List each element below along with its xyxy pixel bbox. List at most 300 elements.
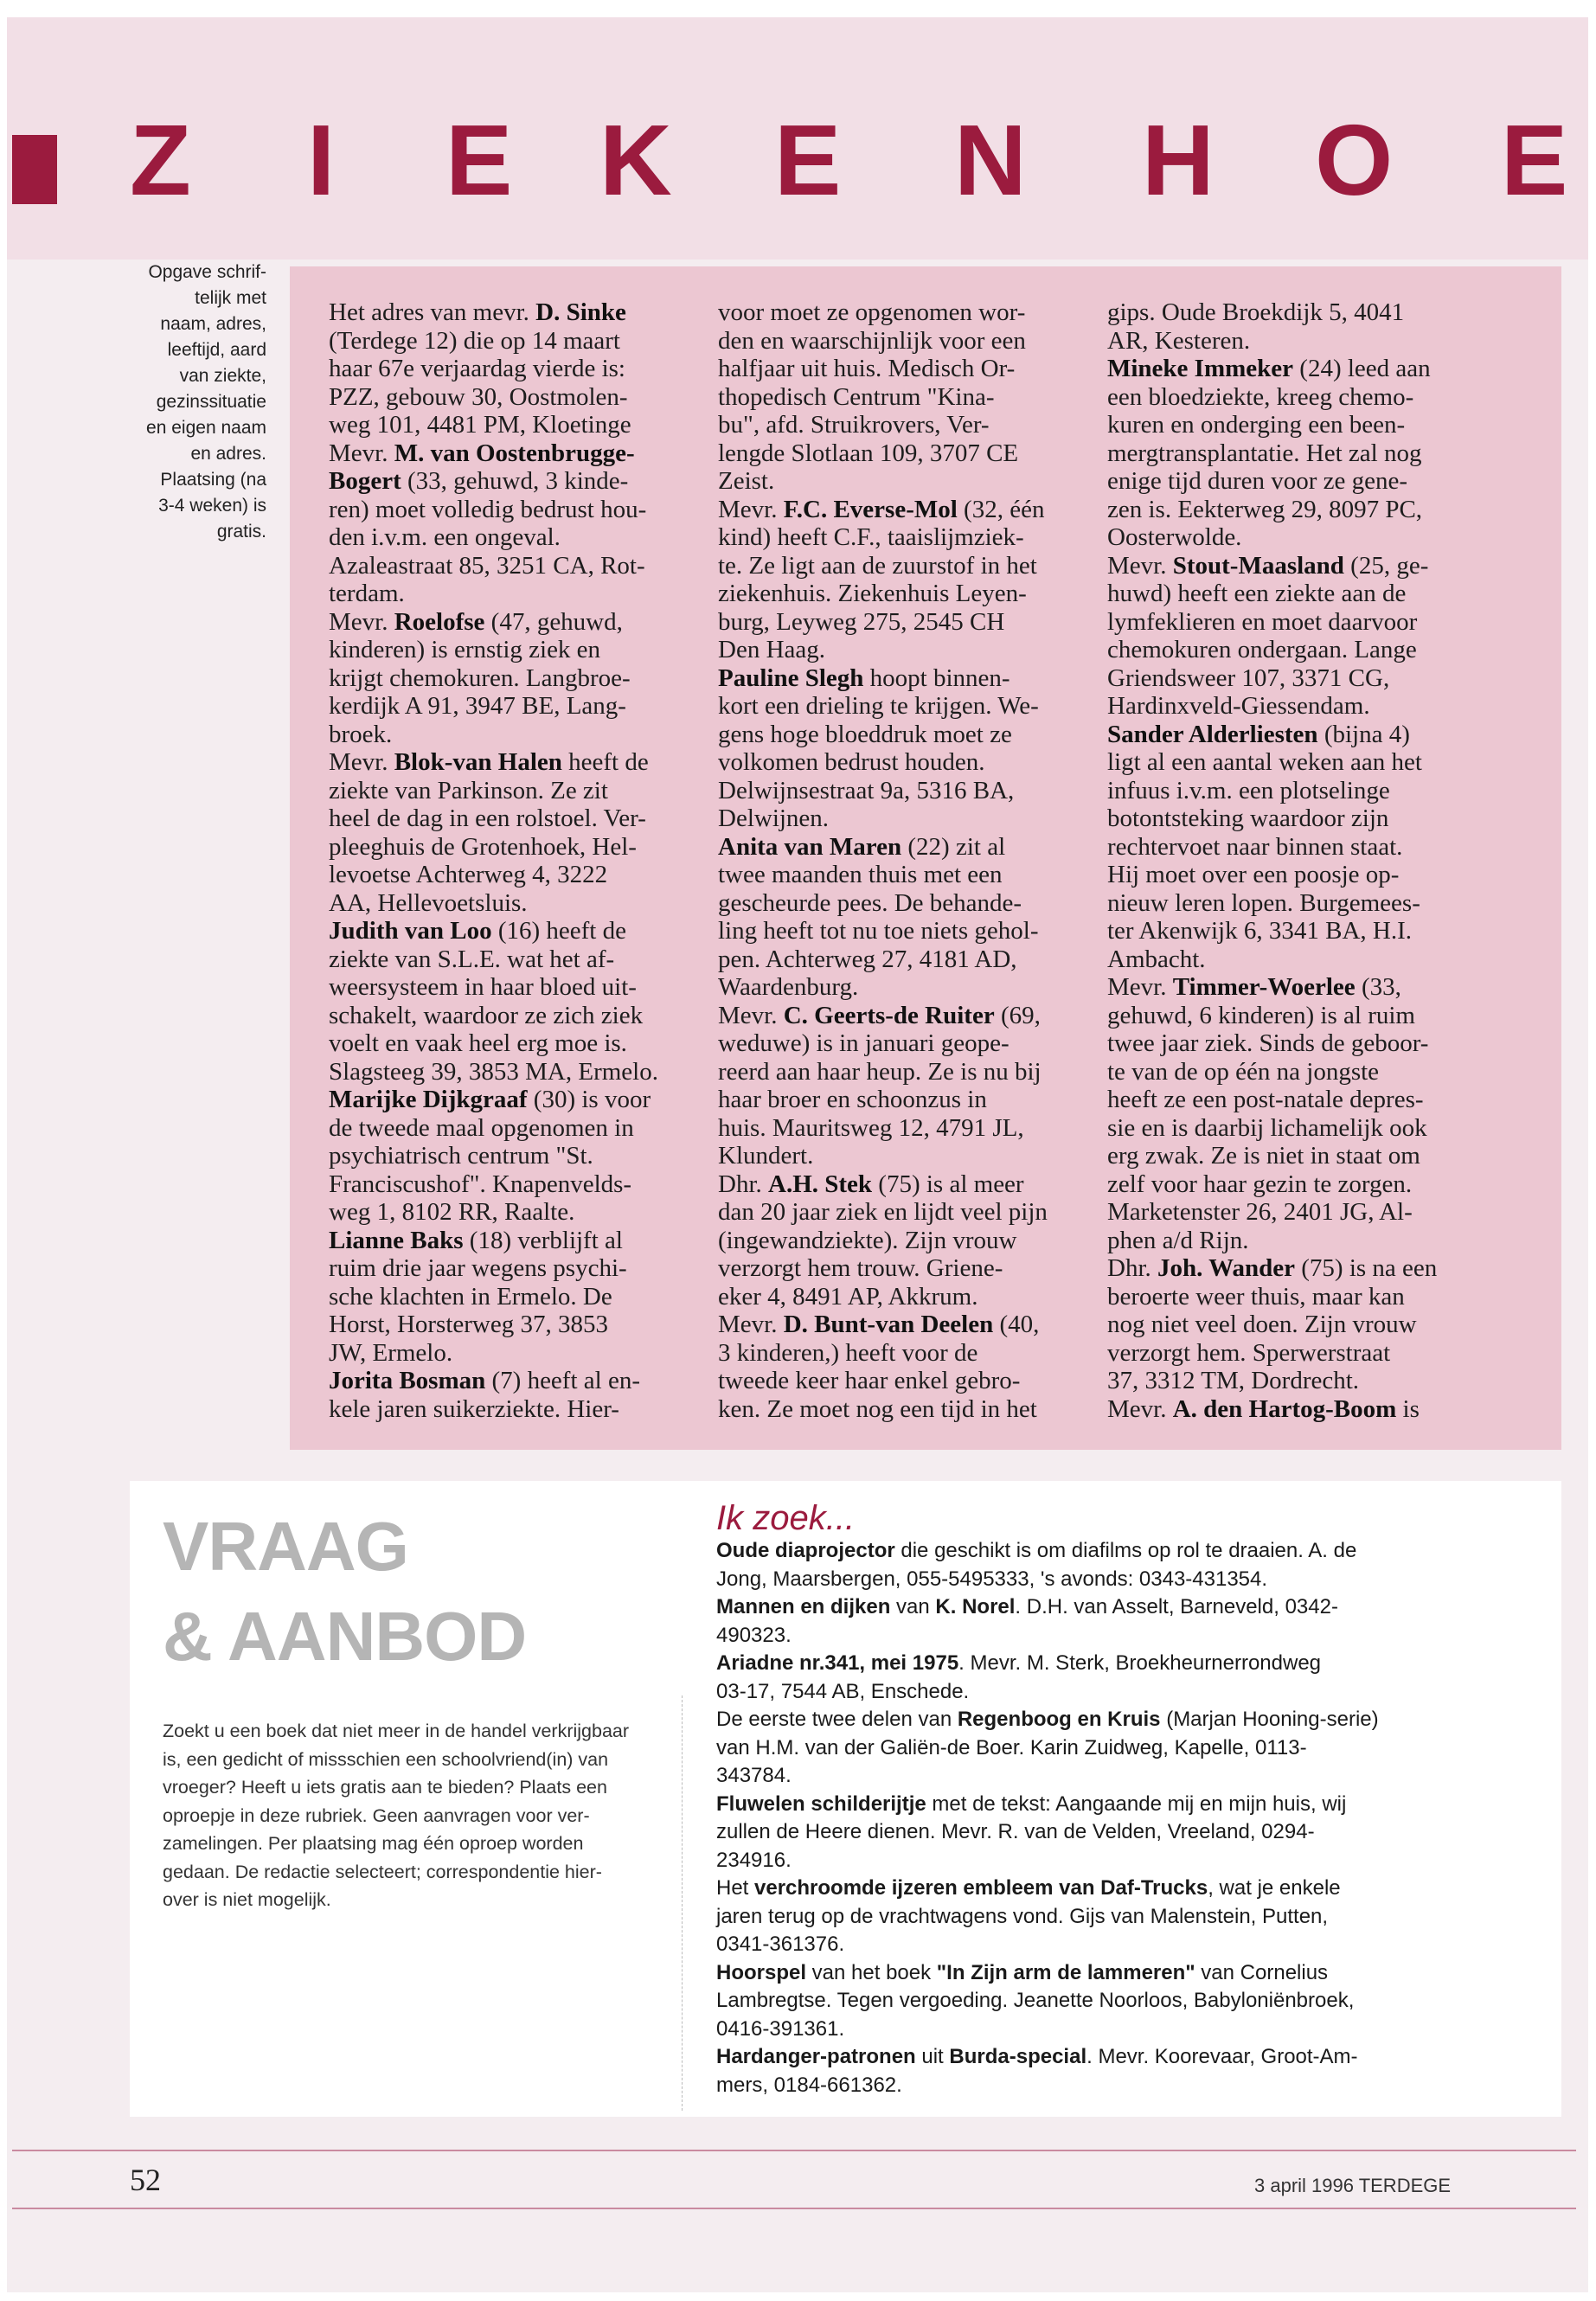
notice-line bbox=[718, 1029, 1081, 1058]
bold-name: Pauline Slegh bbox=[718, 663, 864, 692]
text-run: heel de dag in een rolstoel. Ver- bbox=[329, 804, 646, 832]
notice-line bbox=[329, 552, 692, 580]
header-letter: E bbox=[1501, 104, 1568, 216]
notice-line bbox=[1107, 721, 1488, 749]
text-run: (30) is voor bbox=[527, 1086, 651, 1113]
text-run: (18) verblijft al bbox=[463, 1226, 623, 1254]
text-run: beroerte weer thuis, maar kan bbox=[1107, 1282, 1405, 1311]
submission-note-line: en adres. bbox=[190, 444, 266, 464]
text-run: (24) leed aan bbox=[1293, 355, 1431, 382]
submission-note-line: Opgave schrif- bbox=[148, 262, 266, 282]
text-run: van Cornelius bbox=[1195, 1960, 1329, 1984]
notice-line bbox=[1107, 1339, 1488, 1368]
notice-line bbox=[1107, 945, 1488, 974]
notice-line bbox=[1107, 496, 1488, 524]
notice-line bbox=[329, 692, 692, 721]
bold-name: Joh. Wander bbox=[1157, 1254, 1296, 1282]
text-run: weg 1, 8102 RR, Raalte. bbox=[329, 1198, 575, 1226]
header-letter: O bbox=[1315, 104, 1394, 216]
text-run: jaren terug op de vrachtwagens vond. Gijs van Malenstein, Putten, bbox=[716, 1904, 1329, 1928]
notice-line bbox=[718, 523, 1081, 552]
text-run: uit bbox=[915, 2045, 950, 2068]
bold-name: F.C. Everse-Mol bbox=[783, 495, 958, 523]
submission-note-line: naam, adres, bbox=[160, 314, 266, 334]
text-run: (7) heeft al en- bbox=[485, 1367, 640, 1394]
text-run: Mevr. bbox=[718, 1311, 784, 1338]
text-run: erg zwak. Ze is niet in staat om bbox=[1107, 1142, 1420, 1170]
notice-line bbox=[329, 777, 692, 805]
text-run: 343784. bbox=[716, 1764, 792, 1787]
text-run: 234916. bbox=[716, 1848, 792, 1872]
notice-line bbox=[718, 917, 1081, 945]
text-run: voelt en vaak heel erg moe is. bbox=[329, 1029, 627, 1057]
column-divider bbox=[682, 1695, 683, 2111]
notice-line bbox=[329, 523, 692, 552]
text-run: te van de op één na jongste bbox=[1107, 1057, 1380, 1086]
notice-line bbox=[718, 1086, 1081, 1114]
text-run: weersysteem in haar bloed uit- bbox=[329, 973, 637, 1001]
notice-line bbox=[1107, 861, 1488, 889]
notice-line bbox=[718, 411, 1081, 439]
notice-line bbox=[1107, 327, 1488, 356]
notice-line bbox=[718, 777, 1081, 805]
notice-line bbox=[718, 355, 1081, 383]
notice-line bbox=[718, 1058, 1081, 1086]
text-run: gehuwd, 6 kinderen) is al ruim bbox=[1107, 1001, 1415, 1029]
text-run: ziekte van Parkinson. Ze zit bbox=[329, 776, 608, 804]
notice-line bbox=[718, 973, 1081, 1002]
text-run: nieuw leren lopen. Burgemees- bbox=[1107, 888, 1420, 917]
text-run: Mevr. bbox=[1107, 973, 1173, 1001]
header-letter: H bbox=[1142, 104, 1215, 216]
bold-name: Jorita Bosman bbox=[329, 1367, 486, 1394]
submission-note bbox=[121, 260, 266, 545]
notice-line bbox=[1107, 692, 1488, 721]
notice-line bbox=[329, 1029, 692, 1058]
vraag-title-line-1: VRAAG bbox=[163, 1508, 408, 1585]
header-letter: E bbox=[774, 104, 842, 216]
text-run: Delwijnen. bbox=[718, 804, 830, 832]
text-run: . D.H. van Asselt, Barneveld, 0342- bbox=[1015, 1595, 1338, 1618]
notice-line bbox=[1107, 804, 1488, 833]
text-run: Dhr. bbox=[1107, 1254, 1157, 1282]
text-run: Mevr. bbox=[718, 495, 784, 523]
notice-line bbox=[329, 721, 692, 749]
notice-line bbox=[718, 1142, 1081, 1170]
text-run: de tweede maal opgenomen in bbox=[329, 1113, 634, 1142]
notices-column-3 bbox=[1107, 298, 1488, 1423]
notices-column-1 bbox=[329, 298, 692, 1423]
notice-line bbox=[718, 496, 1081, 524]
text-run: Hardinxveld-Giessendam. bbox=[1107, 692, 1370, 720]
notice-line bbox=[1107, 1086, 1488, 1114]
header-letter: E bbox=[445, 104, 513, 216]
section-header bbox=[0, 104, 1596, 216]
text-run: sche klachten in Ermelo. De bbox=[329, 1282, 612, 1311]
text-run: huis. Mauritsweg 12, 4791 JL, bbox=[718, 1113, 1024, 1142]
notice-line bbox=[329, 889, 692, 918]
notice-line bbox=[1107, 748, 1488, 777]
bold-name: Sander Alderliesten bbox=[1107, 720, 1318, 748]
notice-line bbox=[1107, 580, 1488, 608]
text-run: Dhr. bbox=[718, 1170, 768, 1198]
text-run: (bijna 4) bbox=[1317, 720, 1410, 748]
notice-line bbox=[329, 383, 692, 412]
text-run: AA, Hellevoetsluis. bbox=[329, 888, 528, 917]
text-run: heeft de bbox=[561, 748, 649, 776]
text-run: (40, bbox=[993, 1311, 1040, 1338]
text-run: kele jaren suikerziekte. Hier- bbox=[329, 1394, 619, 1423]
notice-line bbox=[329, 467, 692, 496]
bold-name: Mannen en dijken bbox=[716, 1595, 891, 1618]
text-run: pen. Achterweg 27, 4181 AD, bbox=[718, 945, 1017, 973]
text-run: (75) is al meer bbox=[872, 1170, 1024, 1198]
text-run: pleeghuis de Grotenhoek, Hel- bbox=[329, 832, 637, 861]
text-run: (33, bbox=[1355, 973, 1401, 1001]
notice-line bbox=[1107, 523, 1488, 552]
notice-line bbox=[718, 439, 1081, 468]
notice-line bbox=[1107, 1170, 1488, 1199]
notice-line bbox=[329, 804, 692, 833]
ik-zoek-line bbox=[716, 1537, 1495, 1566]
text-run: heeft ze een post-natale depres- bbox=[1107, 1086, 1424, 1113]
text-run: van H.M. van der Galiën-de Boer. Karin Zuidweg, Kapelle, 0113- bbox=[716, 1735, 1307, 1759]
text-run: Azaleastraat 85, 3251 CA, Rot- bbox=[329, 551, 645, 580]
text-run: Mevr. bbox=[1107, 551, 1173, 580]
notice-line bbox=[718, 636, 1081, 664]
bold-name: Blok-van Halen bbox=[394, 748, 562, 776]
text-run: verzorgt hem trouw. Griene- bbox=[718, 1254, 1003, 1282]
notice-line bbox=[718, 945, 1081, 974]
notice-line bbox=[329, 833, 692, 862]
vraag-intro-line: gedaan. De redactie selecteert; correspondentie hier- bbox=[163, 1861, 602, 1882]
notice-line bbox=[329, 861, 692, 889]
notice-line bbox=[1107, 439, 1488, 468]
text-run: verzorgt hem. Sperwerstraat bbox=[1107, 1338, 1391, 1367]
text-run: thopedisch Centrum "Kina- bbox=[718, 382, 995, 411]
text-run: Lambregtse. Tegen vergoeding. Jeanette Noorloos, Babyloniënbroek, bbox=[716, 1989, 1355, 2012]
text-run: tweede keer haar enkel gebro- bbox=[718, 1367, 1021, 1394]
notice-line bbox=[718, 608, 1081, 637]
notice-line bbox=[329, 355, 692, 383]
bold-name: Ariadne nr.341, mei 1975 bbox=[716, 1651, 959, 1675]
text-run: eker 4, 8491 AP, Akkrum. bbox=[718, 1282, 978, 1311]
notice-line bbox=[329, 327, 692, 356]
notice-line bbox=[329, 1170, 692, 1199]
notice-line bbox=[718, 327, 1081, 356]
text-run: ren) moet volledig bedrust hou- bbox=[329, 495, 647, 523]
notice-line bbox=[1107, 1029, 1488, 1058]
notices-column-2 bbox=[718, 298, 1081, 1423]
text-run: den i.v.m. een ongeval. bbox=[329, 523, 561, 551]
notice-line bbox=[1107, 552, 1488, 580]
notice-line bbox=[1107, 1227, 1488, 1255]
ik-zoek-line bbox=[716, 1818, 1495, 1847]
bold-name: Hoorspel bbox=[716, 1960, 807, 1984]
page-number: 52 bbox=[130, 2163, 161, 2197]
notice-line bbox=[329, 1395, 692, 1424]
text-run: Slagsteeg 39, 3853 MA, Ermelo. bbox=[329, 1057, 658, 1086]
text-run: terdam. bbox=[329, 580, 405, 607]
text-run: (Marjan Hooning-serie) bbox=[1160, 1708, 1379, 1731]
text-run: chemokuren ondergaan. Lange bbox=[1107, 636, 1417, 663]
notice-line bbox=[718, 298, 1081, 327]
bold-name: A. den Hartog-Boom bbox=[1172, 1394, 1397, 1423]
bold-name: Regenboog en Kruis bbox=[957, 1708, 1161, 1731]
notice-line bbox=[329, 636, 692, 664]
ik-zoek-line bbox=[716, 1622, 1495, 1650]
notice-line bbox=[718, 383, 1081, 412]
notice-line bbox=[329, 1002, 692, 1030]
submission-note-line: 3-4 weken) is bbox=[158, 496, 266, 516]
ik-zoek-line bbox=[716, 1791, 1495, 1819]
text-run: Delwijnsestraat 9a, 5316 BA, bbox=[718, 776, 1015, 804]
footer-rule-bottom bbox=[12, 2208, 1576, 2209]
text-run: volkomen bedrust houden. bbox=[718, 748, 985, 776]
vraag-intro-line: oproepje in deze rubriek. Geen aanvragen voor ver- bbox=[163, 1804, 590, 1826]
text-run: haar broer en schoonzus in bbox=[718, 1086, 987, 1113]
notice-line bbox=[1107, 917, 1488, 945]
notice-line bbox=[329, 1114, 692, 1143]
bold-name: Judith van Loo bbox=[329, 917, 492, 945]
bold-name: verchroomde ijzeren embleem van Daf-Trucks bbox=[754, 1876, 1208, 1900]
notice-line bbox=[1107, 889, 1488, 918]
text-run: halfjaar uit huis. Medisch Or- bbox=[718, 355, 1016, 382]
notice-line bbox=[329, 580, 692, 608]
bold-name: Oude diaprojector bbox=[716, 1539, 895, 1562]
text-run: sie en is daarbij lichamelijk ook bbox=[1107, 1113, 1427, 1142]
notice-line bbox=[329, 1367, 692, 1395]
text-run: (32, één bbox=[957, 495, 1045, 523]
text-run: (75) is na een bbox=[1295, 1254, 1438, 1282]
submission-note-line: en eigen naam bbox=[146, 418, 266, 438]
text-run: (Terdege 12) die op 14 maart bbox=[329, 326, 620, 355]
text-run: Horst, Horsterweg 37, 3853 bbox=[329, 1311, 608, 1338]
notice-line bbox=[329, 1198, 692, 1227]
ik-zoek-line bbox=[716, 1847, 1495, 1875]
text-run: van bbox=[890, 1595, 936, 1618]
text-run: huwd) heeft een ziekte aan de bbox=[1107, 580, 1407, 607]
header-accent-bar bbox=[12, 135, 57, 204]
notice-line bbox=[1107, 1058, 1488, 1086]
text-run: kort een drieling te krijgen. We- bbox=[718, 692, 1039, 720]
text-run: zullen de Heere dienen. Mevr. R. van de Velden, Vreeland, 0294- bbox=[716, 1820, 1315, 1843]
ik-zoek-line bbox=[716, 1734, 1495, 1763]
notice-line bbox=[1107, 1198, 1488, 1227]
text-run: botontsteking waardoor zijn bbox=[1107, 804, 1389, 832]
ik-zoek-line bbox=[716, 1593, 1495, 1622]
text-run: De eerste twee delen van bbox=[716, 1708, 958, 1731]
header-letter: I bbox=[307, 104, 336, 216]
notice-line bbox=[329, 1339, 692, 1368]
notice-line bbox=[329, 973, 692, 1002]
submission-note-line: van ziekte, bbox=[179, 366, 266, 386]
notice-line bbox=[329, 1086, 692, 1114]
ik-zoek-line bbox=[716, 2043, 1495, 2072]
ik-zoek-line bbox=[716, 1678, 1495, 1707]
text-run: mergtransplantatie. Het zal nog bbox=[1107, 439, 1422, 467]
text-run: Franciscushof". Knapenvelds- bbox=[329, 1170, 632, 1198]
text-run: lengde Slotlaan 109, 3707 CE bbox=[718, 439, 1019, 467]
text-run: Jong, Maarsbergen, 055-5495333, 's avonds: 0343-431354. bbox=[716, 1567, 1268, 1591]
ik-zoek-line bbox=[716, 2072, 1495, 2100]
vraag-intro-line: zamelingen. Per plaatsing mag één oproep worden bbox=[163, 1833, 584, 1854]
text-run: den en waarschijnlijk voor een bbox=[718, 326, 1026, 355]
text-run: 03-17, 7544 AB, Enschede. bbox=[716, 1679, 970, 1703]
notice-line bbox=[718, 748, 1081, 777]
bold-name: D. Sinke bbox=[535, 298, 626, 326]
text-run: reerd aan haar heup. Ze is nu bij bbox=[718, 1057, 1042, 1086]
notice-line bbox=[329, 411, 692, 439]
text-run: PZZ, gebouw 30, Oostmolen- bbox=[329, 382, 628, 411]
notice-line bbox=[718, 1339, 1081, 1368]
text-run: twee maanden thuis met een bbox=[718, 861, 1003, 888]
text-run: ziekenhuis. Ziekenhuis Leyen- bbox=[718, 580, 1027, 607]
text-run: levoetse Achterweg 4, 3222 bbox=[329, 861, 608, 888]
text-run: (16) heeft de bbox=[491, 917, 626, 945]
submission-note-line: Plaatsing (na bbox=[160, 470, 266, 490]
notice-line bbox=[329, 1283, 692, 1311]
submission-note-line: leeftijd, aard bbox=[167, 340, 266, 360]
bold-name: C. Geerts-de Ruiter bbox=[783, 1001, 995, 1029]
text-run: Marketenster 26, 2401 JG, Al- bbox=[1107, 1198, 1413, 1226]
notice-line bbox=[718, 1170, 1081, 1199]
bold-name: M. van Oostenbrugge- bbox=[394, 439, 635, 467]
bold-name: Bogert bbox=[329, 467, 401, 495]
issue-date: 3 april 1996 TERDEGE bbox=[1254, 2175, 1452, 2196]
text-run: Waardenburg. bbox=[718, 973, 859, 1001]
text-run: 0341-361376. bbox=[716, 1932, 845, 1956]
bold-name: Burda-special bbox=[949, 2045, 1087, 2068]
notice-line bbox=[718, 804, 1081, 833]
vraag-aanbod-title bbox=[163, 1502, 526, 1682]
text-run: Het bbox=[716, 1876, 755, 1900]
text-run: kind) heeft C.F., taaislijmziek- bbox=[718, 523, 1024, 551]
text-run: . Mevr. M. Sterk, Broekheurnerrondweg bbox=[958, 1651, 1322, 1675]
vraag-intro-line: is, een gedicht of missschien een schoolvriend(in) van bbox=[163, 1748, 609, 1770]
text-run: ruim drie jaar wegens psychi- bbox=[329, 1254, 627, 1282]
notice-line bbox=[1107, 1311, 1488, 1339]
notice-line bbox=[718, 1254, 1081, 1283]
text-run: Zeist. bbox=[718, 467, 775, 495]
submission-note-line: gratis. bbox=[216, 522, 266, 542]
text-run: kinderen) is ernstig ziek en bbox=[329, 636, 601, 663]
vraag-intro-line: over is niet mogelijk. bbox=[163, 1889, 331, 1910]
submission-note-line: telijk met bbox=[195, 288, 266, 308]
ik-zoek-line bbox=[716, 1706, 1495, 1734]
text-run: gescheurde pees. De behande- bbox=[718, 888, 1022, 917]
text-run: (ingewandziekte). Zijn vrouw bbox=[718, 1226, 1017, 1254]
text-run: zelf voor haar gezin te zorgen. bbox=[1107, 1170, 1413, 1198]
footer-rule-top bbox=[12, 2150, 1576, 2151]
notice-line bbox=[1107, 1114, 1488, 1143]
text-run: Het adres van mevr. bbox=[329, 298, 536, 326]
notice-line bbox=[329, 496, 692, 524]
text-run: phen a/d Rijn. bbox=[1107, 1226, 1249, 1254]
notice-line bbox=[329, 917, 692, 945]
text-run: . Mevr. Koorevaar, Groot-Am- bbox=[1086, 2045, 1358, 2068]
vraag-intro-line: vroeger? Heeft u iets gratis aan te bieden? Plaats een bbox=[163, 1777, 607, 1798]
notice-line bbox=[329, 1311, 692, 1339]
text-run: , wat je enkele bbox=[1208, 1876, 1341, 1900]
notice-line bbox=[1107, 1254, 1488, 1283]
text-run: ziekte van S.L.E. wat het af- bbox=[329, 945, 615, 973]
notice-line bbox=[1107, 355, 1488, 383]
notice-line bbox=[718, 1311, 1081, 1339]
notice-line bbox=[1107, 383, 1488, 412]
text-run: JW, Ermelo. bbox=[329, 1338, 453, 1367]
text-run: Mevr. bbox=[329, 607, 394, 636]
notice-line bbox=[329, 1254, 692, 1283]
text-run: met de tekst: Aangaande mij en mijn huis, wij bbox=[926, 1791, 1347, 1816]
text-run: Hij moet over een poosje op- bbox=[1107, 861, 1400, 888]
text-run: burg, Leyweg 275, 2545 CH bbox=[718, 607, 1005, 636]
ik-zoek-line bbox=[716, 1650, 1495, 1678]
notice-line bbox=[329, 1058, 692, 1086]
bold-name: Fluwelen schilderijtje bbox=[716, 1791, 926, 1816]
text-run: ter Akenwijk 6, 3341 BA, H.I. bbox=[1107, 917, 1412, 945]
ik-zoek-list bbox=[716, 1537, 1495, 2099]
text-run: mers, 0184-661362. bbox=[716, 2073, 902, 2097]
notice-line bbox=[718, 721, 1081, 749]
text-run: dan 20 jaar ziek en lijdt veel pijn bbox=[718, 1198, 1048, 1226]
notice-line bbox=[1107, 777, 1488, 805]
text-run: Oosterwolde. bbox=[1107, 523, 1242, 551]
text-run: nog niet veel doen. Zijn vrouw bbox=[1107, 1311, 1417, 1338]
text-run: (69, bbox=[994, 1001, 1041, 1029]
text-run: (47, gehuwd, bbox=[484, 607, 623, 636]
bold-name: Mineke Immeker bbox=[1107, 355, 1294, 382]
ik-zoek-line bbox=[716, 1875, 1495, 1903]
text-run: Griendsweer 107, 3371 CG, bbox=[1107, 663, 1390, 692]
notice-line bbox=[1107, 298, 1488, 327]
notice-line bbox=[718, 1283, 1081, 1311]
text-run: hoopt binnen- bbox=[863, 663, 1010, 692]
notice-line bbox=[1107, 1367, 1488, 1395]
bold-name: Hardanger-patronen bbox=[716, 2045, 916, 2068]
notice-line bbox=[718, 1114, 1081, 1143]
bold-name: Timmer-Woerlee bbox=[1172, 973, 1356, 1001]
header-letter: N bbox=[954, 104, 1027, 216]
bold-name: Roelofse bbox=[394, 607, 485, 636]
text-run: rechtervoet naar binnen staat. bbox=[1107, 832, 1403, 861]
notice-line bbox=[329, 945, 692, 974]
text-run: (22) zit al bbox=[901, 832, 1006, 861]
text-run: voor moet ze opgenomen wor- bbox=[718, 298, 1026, 326]
text-run: zen is. Eekterweg 29, 8097 PC, bbox=[1107, 495, 1423, 523]
ik-zoek-heading: Ik zoek... bbox=[716, 1499, 856, 1537]
notice-line bbox=[718, 467, 1081, 496]
bold-name: "In Zijn arm de lammeren" bbox=[936, 1960, 1195, 1984]
notice-line bbox=[329, 1227, 692, 1255]
text-run: enige tijd duren voor ze gene- bbox=[1107, 467, 1408, 495]
text-run: schakelt, waardoor ze zich ziek bbox=[329, 1001, 644, 1029]
text-run: (33, gehuwd, 3 kinde- bbox=[401, 467, 629, 495]
notice-line bbox=[329, 608, 692, 637]
ik-zoek-line bbox=[716, 2016, 1495, 2044]
notice-line bbox=[718, 664, 1081, 693]
notice-line bbox=[329, 1142, 692, 1170]
text-run: kerdijk A 91, 3947 BE, Lang- bbox=[329, 692, 626, 720]
header-letter: K bbox=[599, 104, 672, 216]
bold-name: K. Norel bbox=[935, 1595, 1016, 1618]
notice-line bbox=[1107, 833, 1488, 862]
notice-line bbox=[718, 889, 1081, 918]
text-run: psychiatrisch centrum "St. bbox=[329, 1142, 593, 1170]
notice-line bbox=[1107, 467, 1488, 496]
text-run: twee jaar ziek. Sinds de geboor- bbox=[1107, 1029, 1429, 1057]
text-run: weg 101, 4481 PM, Kloetinge bbox=[329, 411, 631, 439]
